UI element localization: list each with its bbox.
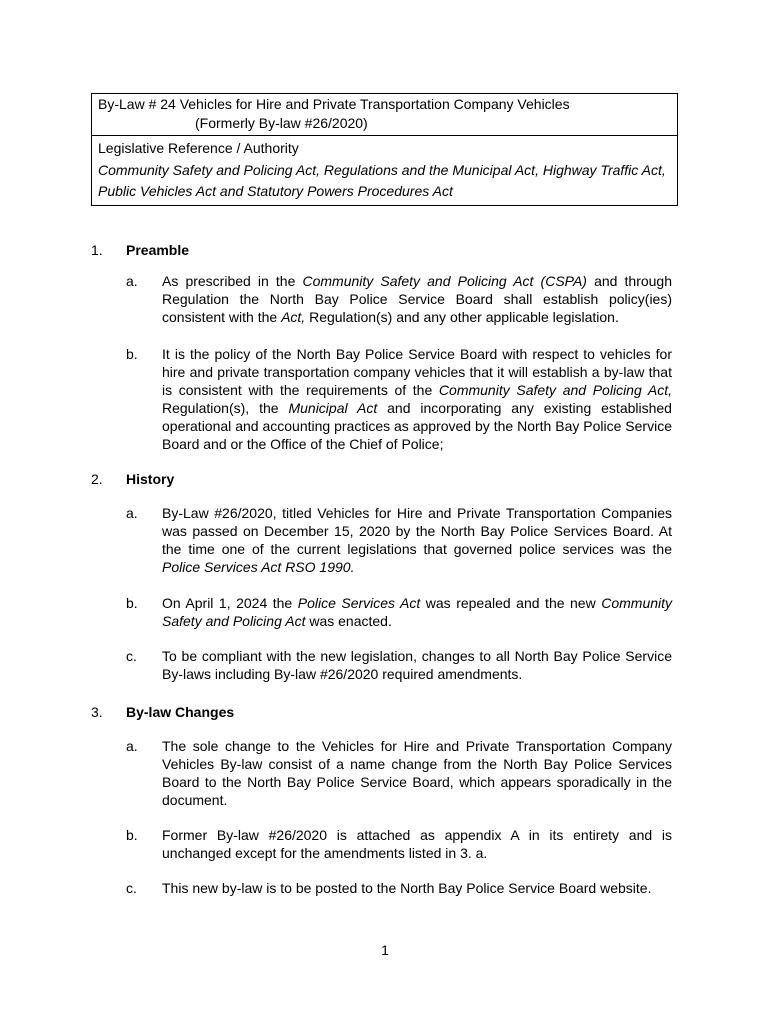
section-history [91, 469, 691, 682]
text-run: On April 1, 2024 the [162, 595, 298, 611]
item-letter: a. [126, 273, 138, 289]
text-run: was enacted. [305, 613, 392, 629]
text-run: and through Regulation the North Bay Police Service Board shall establish policy(ies) consistent with the [162, 273, 673, 325]
item-letter: c. [126, 880, 137, 896]
italic-text-run: Community Safety and Policing Act, [438, 382, 672, 398]
bylaw-header-box [91, 93, 678, 206]
legislative-reference-cell [92, 136, 677, 205]
item-letter: a. [126, 505, 138, 521]
item-text [162, 594, 672, 630]
item-letter: a. [126, 738, 138, 754]
item-text [162, 879, 672, 897]
italic-text-run: Municipal Act [288, 400, 378, 416]
text-run: Regulation(s) and any other applicable legislation. [305, 309, 619, 325]
text-run: and incorporating any existing established operational and accounting practices as approved by the North Bay Police Service Board and or the Office of the Chief of Police; [162, 400, 672, 452]
section-heading [91, 469, 691, 489]
bylaw-title: By-Law # 24 Vehicles for Hire and Private Transportation Company Vehicles [98, 96, 570, 112]
text-run: By-Law #26/2020, titled Vehicles for Hire and Private Transportation Companies was passed on December 15, 2020 by the North Bay Police Services Board. At the time one of the current legislations that governed police services was the [162, 505, 672, 557]
italic-text-run: Police Services Act RSO 1990. [162, 559, 355, 575]
italic-text-run: Community Safety and Policing Act (CSPA) [302, 273, 587, 289]
bylaw-former-title: (Formerly By-law #26/2020) [195, 115, 368, 131]
section-number: 2. [91, 471, 103, 487]
item-letter: b. [126, 827, 138, 843]
legislative-reference-text: Community Safety and Policing Act, Regulations and the Municipal Act, Highway Traffic Act, Public Vehicles Act and Statutory Powers Procedures Act [98, 162, 666, 199]
text-run: The sole change to the Vehicles for Hire and Private Transportation Company Vehicles By-law consist of a name change from the North Bay Police Services Board to the North Bay Police Service Board, which appears sporadically in the document. [162, 738, 672, 808]
item-letter: c. [126, 648, 137, 664]
italic-text-run: Act, [281, 309, 306, 325]
section-title: History [126, 471, 175, 487]
text-run: Regulation(s), the [162, 400, 289, 416]
section-heading [91, 702, 691, 722]
section-number: 1. [91, 242, 103, 258]
legislative-reference-label: Legislative Reference / Authority [98, 140, 299, 156]
page-number: 1 [381, 942, 389, 958]
item-text [162, 737, 672, 809]
item-letter: b. [126, 595, 138, 611]
section-title: Preamble [126, 242, 190, 258]
section-bylaw-changes [91, 702, 691, 896]
section-preamble [91, 240, 691, 452]
text-run: This new by-law is to be posted to the North Bay Police Service Board website. [162, 880, 652, 896]
item-text [162, 647, 672, 683]
bylaw-title-cell [92, 94, 677, 136]
text-run: Former By-law #26/2020 is attached as appendix A in its entirety and is unchanged except for the amendments listed in 3. a. [162, 827, 672, 861]
section-title: By-law Changes [126, 704, 235, 720]
item-text [162, 345, 672, 453]
item-text [162, 504, 672, 576]
section-number: 3. [91, 704, 103, 720]
text-run: was repealed and the new [420, 595, 602, 611]
text-run: It is the policy of the North Bay Police Service Board with respect to vehicles for hire and private transportation company vehicles that it will establish a by-law that is consistent with the requirements of the [162, 346, 672, 398]
section-heading [91, 240, 691, 260]
text-run: To be compliant with the new legislation, changes to all North Bay Police Service By-laws including By-law #26/2020 required amendments. [162, 648, 672, 682]
italic-text-run: Police Services Act [297, 595, 421, 611]
text-run: As prescribed in the [162, 273, 303, 289]
item-text [162, 826, 672, 862]
item-letter: b. [126, 346, 138, 362]
item-text [162, 272, 672, 326]
italic-text-run: Community Safety and Policing Act [162, 595, 673, 629]
